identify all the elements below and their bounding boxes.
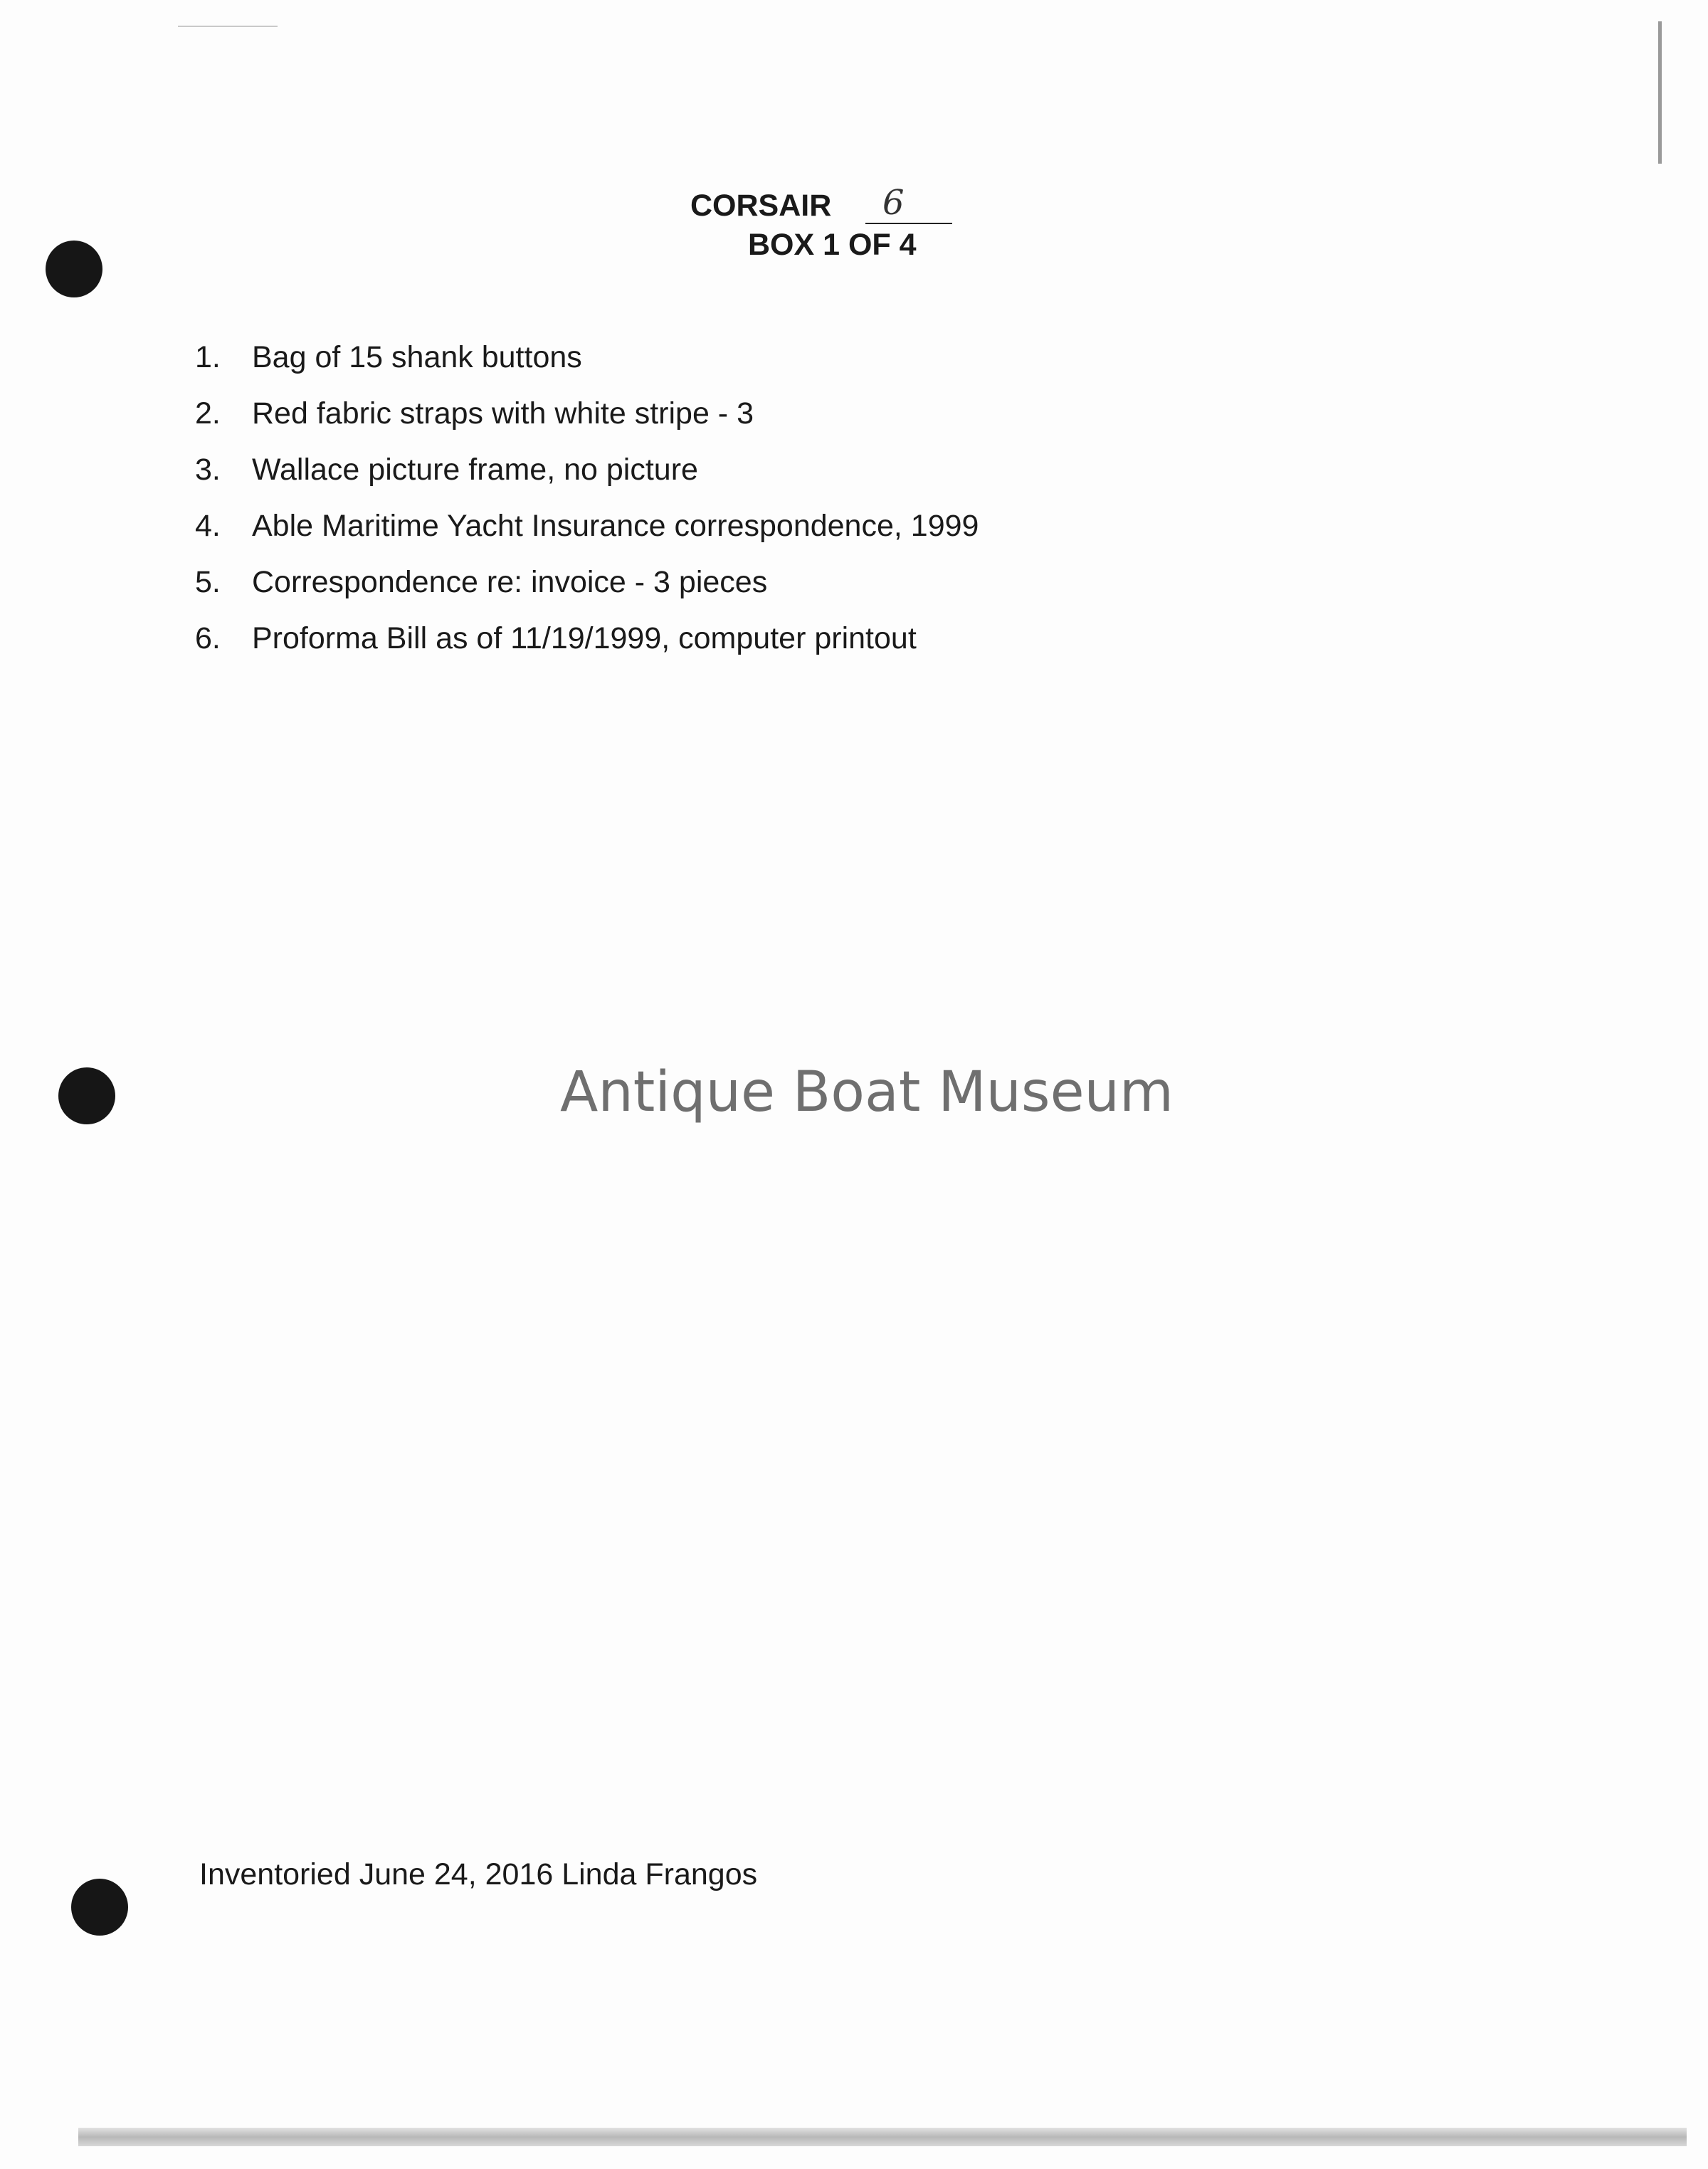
item-text: Proforma Bill as of 11/19/1999, computer printout [252,621,917,655]
item-number: 1. [195,340,221,374]
inventory-list [195,340,979,677]
scan-edge-bottom [78,2128,1687,2146]
punch-hole-top [46,241,102,297]
list-item [195,621,979,677]
item-text: Able Maritime Yacht Insurance correspondence, 1999 [252,509,979,543]
watermark-text: Antique Boat Museum [560,1060,1174,1124]
item-number: 2. [195,396,221,431]
item-text: Correspondence re: invoice - 3 pieces [252,565,768,599]
item-text: Bag of 15 shank buttons [252,340,582,374]
document-title: CORSAIR [690,189,832,223]
item-text: Wallace picture frame, no picture [252,453,698,487]
list-item [195,509,979,565]
punch-hole-bottom [71,1879,128,1936]
list-item [195,453,979,509]
title-fill-line [865,223,952,224]
scan-edge-right [1658,21,1662,164]
inventory-footer: Inventoried June 24, 2016 Linda Frangos [199,1857,758,1891]
list-item [195,396,979,453]
box-label: BOX 1 OF 4 [748,228,917,262]
item-text: Red fabric straps with white stripe - 3 [252,396,754,431]
item-number: 6. [195,621,221,655]
item-number: 3. [195,453,221,487]
title-line [690,183,989,228]
handwritten-box-number: 6 [882,183,905,223]
list-item [195,565,979,621]
item-number: 5. [195,565,221,599]
item-number: 4. [195,509,221,543]
title-block [690,183,989,263]
list-item [195,340,979,396]
scan-smudge [178,26,278,27]
